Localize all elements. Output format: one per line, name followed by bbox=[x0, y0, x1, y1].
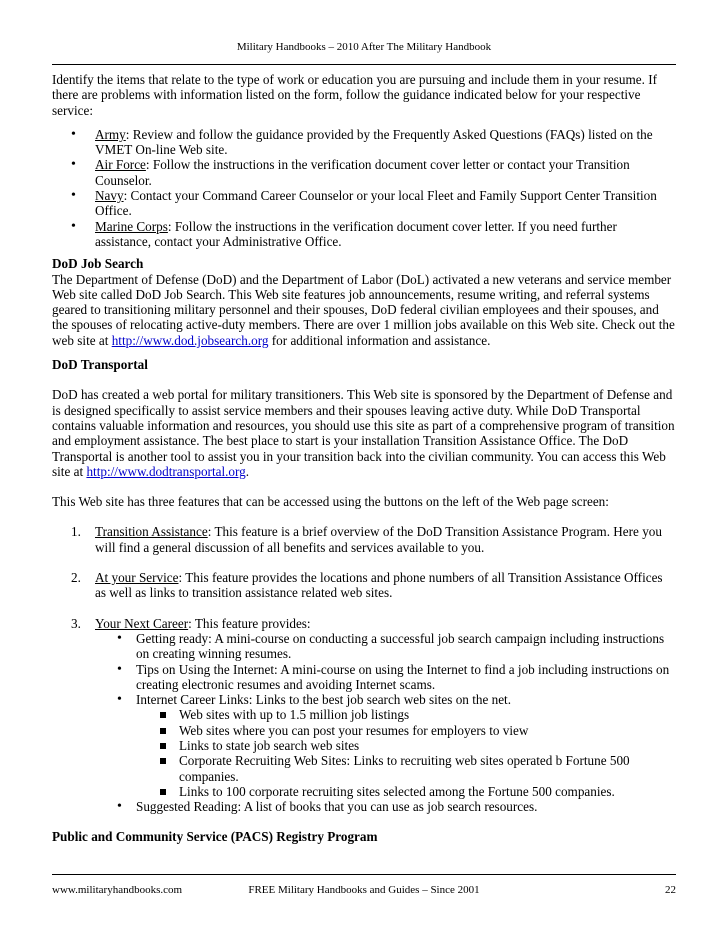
intro-paragraph: Identify the items that relate to the type of work or education you are pursuing and include them in your resume. If there are problems with information listed on the form, follow the guidance indicated below for your respective service: bbox=[52, 72, 657, 118]
career-link-item: Web sites where you can post your resumes for employers to view bbox=[52, 723, 676, 738]
feature-text: : This feature provides the locations and phone numbers of all Transition Assistance Offices as well as links to transition assistance related web sites. bbox=[95, 570, 663, 601]
feature-text: : This feature is a brief overview of the DoD Transition Assistance Program. Here you will find a general discussion of all benefits and services available to you. bbox=[95, 524, 662, 555]
header-rule bbox=[52, 64, 676, 65]
career-item-tips-internet: • Tips on Using the Internet: A mini-course on using the Internet to find a job including instructions on creating electronic resumes and avoiding Internet scams. bbox=[52, 662, 676, 693]
feature-item-transition-assistance bbox=[52, 524, 676, 555]
career-link-item: Links to 100 corporate recruiting sites selected among the Fortune 500 companies. bbox=[52, 784, 676, 799]
footer-rule bbox=[52, 874, 676, 875]
feature-item-at-your-service bbox=[52, 570, 676, 601]
service-name: Marine Corps bbox=[95, 218, 168, 234]
features-intro: This Web site has three features that can be accessed using the buttons on the left of the Web page screen: bbox=[52, 494, 609, 510]
feature-name: Your Next Career bbox=[95, 615, 189, 631]
career-link-item: Web sites with up to 1.5 million job listings bbox=[52, 707, 676, 722]
service-item-navy bbox=[52, 188, 676, 219]
feature-item-your-next-career bbox=[52, 616, 676, 631]
transportal-link[interactable]: http://www.dodtransportal.org bbox=[86, 463, 246, 479]
career-item-getting-ready: • Getting ready: A mini-course on conducting a successful job search campaign including instructions on creating winning resumes. bbox=[52, 631, 676, 662]
service-item-army bbox=[52, 127, 676, 158]
service-name: Army bbox=[95, 126, 126, 142]
features-list bbox=[52, 524, 676, 630]
service-list bbox=[52, 127, 676, 249]
page-number: 22 bbox=[665, 884, 676, 896]
career-items-list bbox=[52, 631, 676, 707]
career-links-list bbox=[52, 707, 676, 799]
transportal-heading: DoD Transportal bbox=[52, 357, 148, 373]
career-link-item: Links to state job search web sites bbox=[52, 738, 676, 753]
footer-tagline: FREE Military Handbooks and Guides – Since 2001 bbox=[248, 884, 480, 896]
service-text: : Review and follow the guidance provided by the Frequently Asked Questions (FAQs) listed on the VMET On-line Web site. bbox=[95, 126, 653, 158]
job-search-paragraph: The Department of Defense (DoD) and the Department of Labor (DoL) activated a new veterans and service member Web site called DoD Job Search. This Web site features job announcements, resume writing, and referral systems geared to transitioning military personnel and their spouses, DoD federal civilian employees and their spouses, and the spouses of relocating active-duty members. There are over 1 million jobs available on this Web site. Check out the web site at http://www.dod.jobsearch.org for additional information and assistance. bbox=[52, 271, 675, 348]
service-item-air-force bbox=[52, 157, 676, 188]
transportal-paragraph: DoD has created a web portal for military transitioners. This Web site is sponsored by the Department of Defense and is designed specifically to assist service members and their spouses leaving active duty. While DoD Transportal contains valuable information and resources, you should use this site as part of a comprehensive program of transition and employment assistance. The best place to start is your installation Transition Assistance Office. The DoD Transportal is another tool to assist you in your transition back into the civilian community. You can access this Web site at http://www.dodtransportal.org. bbox=[52, 387, 675, 479]
feature-text: : This feature provides: bbox=[188, 615, 311, 631]
service-text: : Follow the instructions in the verification document cover letter. If you need further assistance, contact your Administrative Office. bbox=[95, 218, 617, 249]
service-text: : Follow the instructions in the verification document cover letter or contact your Transition Counselor. bbox=[95, 157, 630, 188]
page-header: Military Handbooks – 2010 After The Military Handbook bbox=[236, 41, 492, 53]
career-item-suggested-reading: • Suggested Reading: A list of books that you can use as job search resources. bbox=[52, 799, 676, 814]
service-item-marine-corps bbox=[52, 219, 676, 250]
feature-number: 3. bbox=[71, 615, 81, 631]
service-text: : Contact your Command Career Counselor or your local Fleet and Family Support Center Transition Office. bbox=[95, 188, 657, 219]
job-search-link[interactable]: http://www.dod.jobsearch.org bbox=[111, 332, 269, 348]
pacs-heading: Public and Community Service (PACS) Registry Program bbox=[52, 829, 378, 845]
feature-number: 1. bbox=[71, 524, 81, 540]
career-item-internet-links: • Internet Career Links: Links to the best job search web sites on the net. bbox=[52, 692, 676, 707]
feature-name: At your Service bbox=[95, 570, 179, 586]
document-body bbox=[52, 72, 676, 845]
feature-number: 2. bbox=[71, 570, 81, 586]
service-name: Navy bbox=[95, 188, 124, 204]
career-items-list-2 bbox=[52, 799, 676, 814]
service-name: Air Force bbox=[95, 157, 146, 173]
career-link-item: Corporate Recruiting Web Sites: Links to recruiting web sites operated b Fortune 500 companies. bbox=[52, 753, 676, 784]
footer-website: www.militaryhandbooks.com bbox=[52, 884, 183, 896]
job-search-heading: DoD Job Search bbox=[52, 256, 144, 272]
feature-name: Transition Assistance bbox=[95, 524, 208, 540]
